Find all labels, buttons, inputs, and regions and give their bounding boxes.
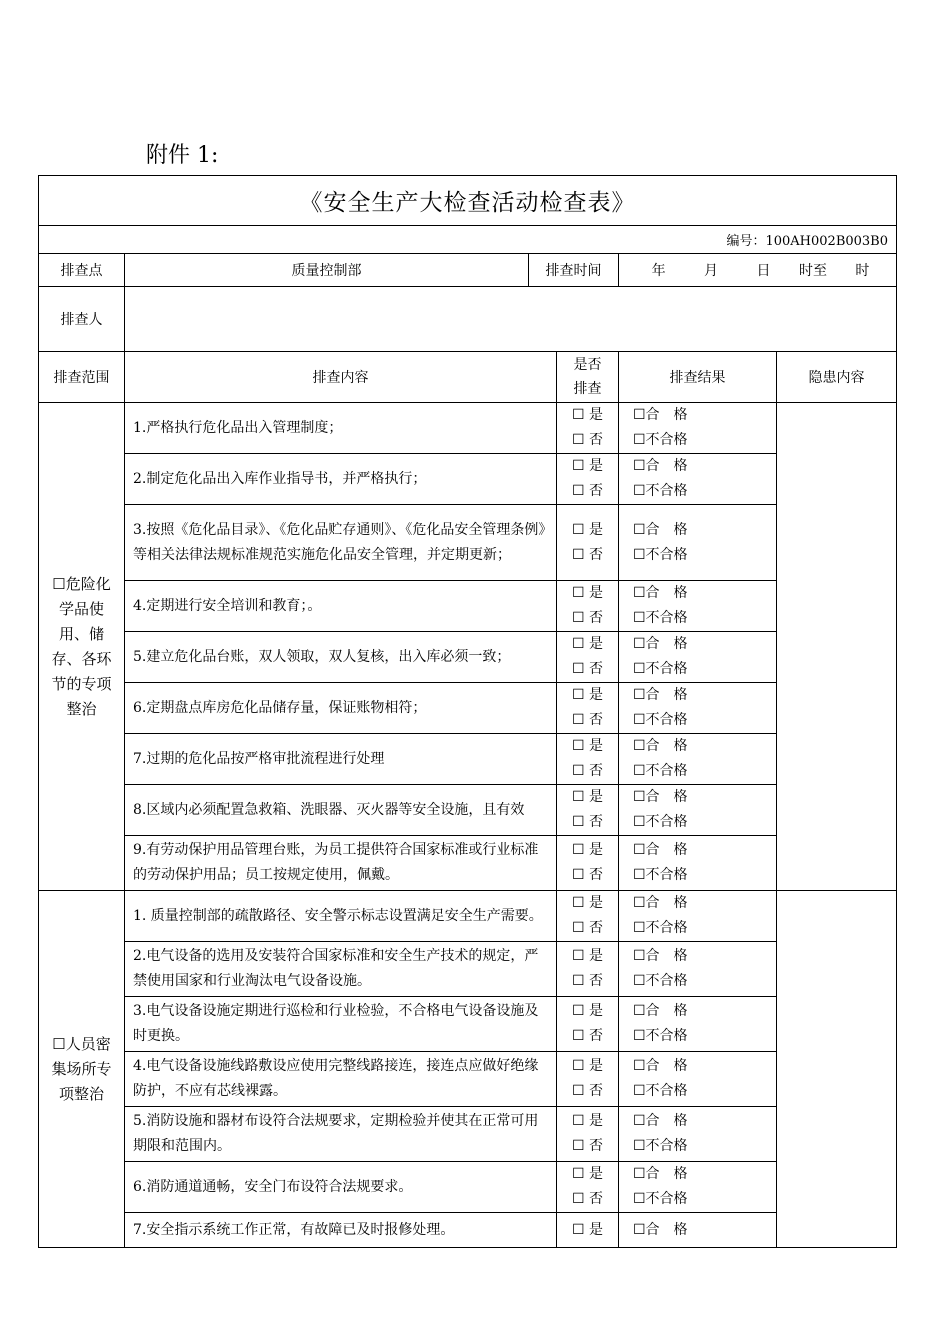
hazard-cell[interactable] — [777, 891, 897, 1248]
no-checkbox[interactable]: ☐ 否 — [571, 546, 603, 563]
yes-checkbox[interactable]: ☐ 是 — [571, 789, 603, 805]
checked-cell — [557, 997, 619, 1052]
pass-checkbox[interactable]: ☐合 格 — [633, 948, 688, 964]
pass-checkbox[interactable]: ☐合 格 — [633, 1058, 688, 1074]
fail-checkbox[interactable]: ☐不合格 — [633, 432, 688, 448]
checked-cell — [557, 891, 619, 942]
no-checkbox[interactable]: ☐ 否 — [571, 712, 603, 728]
result-cell — [619, 403, 777, 454]
result-cell — [619, 942, 777, 997]
pass-checkbox[interactable]: ☐合 格 — [633, 1221, 688, 1238]
hazard-cell[interactable] — [777, 403, 897, 891]
no-checkbox[interactable]: ☐ 否 — [571, 610, 603, 626]
result-cell — [619, 997, 777, 1052]
fail-checkbox[interactable]: ☐不合格 — [633, 1191, 688, 1207]
result-cell — [619, 1052, 777, 1107]
checked-cell — [557, 1162, 619, 1213]
pass-checkbox[interactable]: ☐合 格 — [633, 1003, 688, 1019]
date-hour: 时 — [855, 263, 870, 279]
yes-checkbox[interactable]: ☐ 是 — [571, 948, 603, 964]
yes-checkbox[interactable]: ☐ 是 — [571, 585, 603, 601]
column-header-result: 排查结果 — [619, 352, 777, 403]
inspector-field[interactable] — [125, 287, 897, 352]
fail-checkbox[interactable]: ☐不合格 — [633, 867, 688, 883]
check-item: 3.电气设备设施定期进行巡检和行业检验，不合格电气设备设施及时更换。 — [125, 997, 557, 1052]
result-cell — [619, 734, 777, 785]
date-year: 年 — [651, 263, 666, 279]
pass-checkbox[interactable]: ☐合 格 — [633, 895, 688, 911]
checked-cell — [557, 942, 619, 997]
yes-checkbox[interactable]: ☐ 是 — [571, 458, 603, 474]
pass-checkbox[interactable]: ☐合 格 — [633, 458, 688, 474]
fail-checkbox[interactable]: ☐不合格 — [633, 610, 688, 626]
no-checkbox[interactable]: ☐ 否 — [571, 814, 603, 830]
check-item: 4.定期进行安全培训和教育；。 — [125, 581, 557, 632]
fail-checkbox[interactable]: ☐不合格 — [633, 1138, 688, 1154]
yes-checkbox[interactable]: ☐ 是 — [571, 1003, 603, 1019]
fail-checkbox[interactable]: ☐不合格 — [633, 1083, 688, 1099]
date-day: 日 — [756, 263, 771, 279]
pass-checkbox[interactable]: ☐合 格 — [633, 1166, 688, 1182]
pass-checkbox[interactable]: ☐合 格 — [633, 842, 688, 858]
checked-cell — [557, 454, 619, 505]
result-cell — [619, 891, 777, 942]
fail-checkbox[interactable]: ☐不合格 — [633, 920, 688, 936]
check-item: 2.电气设备的选用及安装符合国家标准和安全生产技术的规定，严禁使用国家和行业淘汰电气设备设施。 — [125, 942, 557, 997]
pass-checkbox[interactable]: ☐合 格 — [633, 789, 688, 805]
no-checkbox[interactable]: ☐ 否 — [571, 483, 603, 499]
no-checkbox[interactable]: ☐ 否 — [571, 763, 603, 779]
column-header-checked — [557, 352, 619, 403]
check-item: 3.按照《危化品目录》、《危化品贮存通则》、《危化品安全管理条例》等相关法律法规标准规范实施危化品安全管理，并定期更新； — [125, 505, 557, 581]
check-item: 4.电气设备设施线路敷设应使用完整线路接连，接连点应做好绝缘防护，不应有芯线裸露。 — [125, 1052, 557, 1107]
inspector-label: 排查人 — [39, 287, 125, 352]
pass-checkbox[interactable]: ☐合 格 — [633, 1113, 688, 1129]
checked-cell — [557, 581, 619, 632]
fail-checkbox[interactable]: ☐不合格 — [633, 973, 688, 989]
yes-checkbox[interactable]: ☐ 是 — [571, 842, 603, 858]
check-item: 5.消防设施和器材布设符合法规要求，定期检验并使其在正常可用期限和范围内。 — [125, 1107, 557, 1162]
no-checkbox[interactable]: ☐ 否 — [571, 661, 603, 677]
pass-checkbox[interactable]: ☐合 格 — [633, 585, 688, 601]
yes-checkbox[interactable]: ☐ 是 — [571, 407, 603, 423]
checked-cell — [557, 785, 619, 836]
result-cell — [619, 1162, 777, 1213]
no-checkbox[interactable]: ☐ 否 — [571, 973, 603, 989]
result-cell — [619, 505, 777, 581]
no-checkbox[interactable]: ☐ 否 — [571, 920, 603, 936]
yes-checkbox[interactable]: ☐ 是 — [571, 636, 603, 652]
check-item: 1.严格执行危化品出入管理制度； — [125, 403, 557, 454]
yes-checkbox[interactable]: ☐ 是 — [571, 1166, 603, 1182]
no-checkbox[interactable]: ☐ 否 — [571, 867, 603, 883]
fail-checkbox[interactable]: ☐不合格 — [633, 814, 688, 830]
yes-checkbox[interactable]: ☐ 是 — [571, 1221, 603, 1238]
check-item: 9.有劳动保护用品管理台账，为员工提供符合国家标准或行业标准的劳动保护用品；员工按规定使用，佩戴。 — [125, 836, 557, 891]
result-cell — [619, 454, 777, 505]
result-cell — [619, 1213, 777, 1248]
inspection-point-label: 排查点 — [39, 254, 125, 287]
checked-cell — [557, 734, 619, 785]
fail-checkbox[interactable]: ☐不合格 — [633, 661, 688, 677]
pass-checkbox[interactable]: ☐合 格 — [633, 407, 688, 423]
check-item: 7.安全指示系统工作正常，有故障已及时报修处理。 — [125, 1213, 557, 1248]
fail-checkbox[interactable]: ☐不合格 — [633, 1028, 688, 1044]
checked-cell — [557, 1213, 619, 1248]
date-hour-to: 时至 — [798, 263, 827, 279]
yes-checkbox[interactable]: ☐ 是 — [571, 1058, 603, 1074]
check-item: 8.区域内必须配置急救箱、洗眼器、灭火器等安全设施，且有效 — [125, 785, 557, 836]
inspection-time-value[interactable] — [619, 254, 897, 287]
inspection-time-label: 排查时间 — [529, 254, 619, 287]
check-item: 7.过期的危化品按严格审批流程进行处理 — [125, 734, 557, 785]
column-header-scope: 排查范围 — [39, 352, 125, 403]
scope-hazardous-chemicals[interactable]: ☐危险化学品使用、储存、各环节的专项整治 — [39, 403, 125, 891]
column-header-checked-line2: 排查 — [573, 381, 602, 397]
yes-checkbox[interactable]: ☐ 是 — [571, 687, 603, 703]
checked-cell — [557, 403, 619, 454]
inspection-form-table — [38, 175, 897, 1248]
pass-checkbox[interactable]: ☐合 格 — [633, 636, 688, 652]
result-cell — [619, 785, 777, 836]
checked-cell — [557, 505, 619, 581]
pass-checkbox[interactable]: ☐合 格 — [633, 738, 688, 754]
checked-cell — [557, 836, 619, 891]
check-item: 6.定期盘点库房危化品储存量，保证账物相符； — [125, 683, 557, 734]
fail-checkbox[interactable]: ☐不合格 — [633, 483, 688, 499]
fail-checkbox[interactable]: ☐不合格 — [633, 546, 688, 563]
check-item: 6.消防通道通畅，安全门布设符合法规要求。 — [125, 1162, 557, 1213]
fail-checkbox[interactable]: ☐不合格 — [633, 712, 688, 728]
form-title: 《安全生产大检查活动检查表》 — [39, 176, 897, 226]
no-checkbox[interactable]: ☐ 否 — [571, 1138, 603, 1154]
result-cell — [619, 836, 777, 891]
column-header-hazard: 隐患内容 — [777, 352, 897, 403]
scope-crowded-places[interactable]: ☐人员密集场所专项整治 — [39, 891, 125, 1248]
result-cell — [619, 1107, 777, 1162]
result-cell — [619, 632, 777, 683]
checked-cell — [557, 1107, 619, 1162]
inspection-point-value[interactable]: 质量控制部 — [125, 254, 529, 287]
result-cell — [619, 581, 777, 632]
yes-checkbox[interactable]: ☐ 是 — [571, 1113, 603, 1129]
pass-checkbox[interactable]: ☐合 格 — [633, 521, 688, 538]
check-item: 1. 质量控制部的疏散路径、安全警示标志设置满足安全生产需要。 — [125, 891, 557, 942]
column-header-content: 排查内容 — [125, 352, 557, 403]
yes-checkbox[interactable]: ☐ 是 — [571, 738, 603, 754]
no-checkbox[interactable]: ☐ 否 — [571, 1083, 603, 1099]
attachment-label: 附件 1: — [146, 143, 219, 168]
pass-checkbox[interactable]: ☐合 格 — [633, 687, 688, 703]
date-month: 月 — [704, 263, 719, 279]
checked-cell — [557, 1052, 619, 1107]
checked-cell — [557, 632, 619, 683]
form-code: 编号：100AH002B003B0 — [39, 226, 897, 254]
fail-checkbox[interactable]: ☐不合格 — [633, 763, 688, 779]
column-header-checked-line1: 是否 — [573, 357, 602, 373]
result-cell — [619, 683, 777, 734]
yes-checkbox[interactable]: ☐ 是 — [571, 895, 603, 911]
no-checkbox[interactable]: ☐ 否 — [571, 432, 603, 448]
checked-cell — [557, 683, 619, 734]
yes-checkbox[interactable]: ☐ 是 — [571, 521, 603, 538]
check-item: 5.建立危化品台账，双人领取，双人复核，出入库必须一致； — [125, 632, 557, 683]
no-checkbox[interactable]: ☐ 否 — [571, 1191, 603, 1207]
check-item: 2.制定危化品出入库作业指导书，并严格执行； — [125, 454, 557, 505]
no-checkbox[interactable]: ☐ 否 — [571, 1028, 603, 1044]
